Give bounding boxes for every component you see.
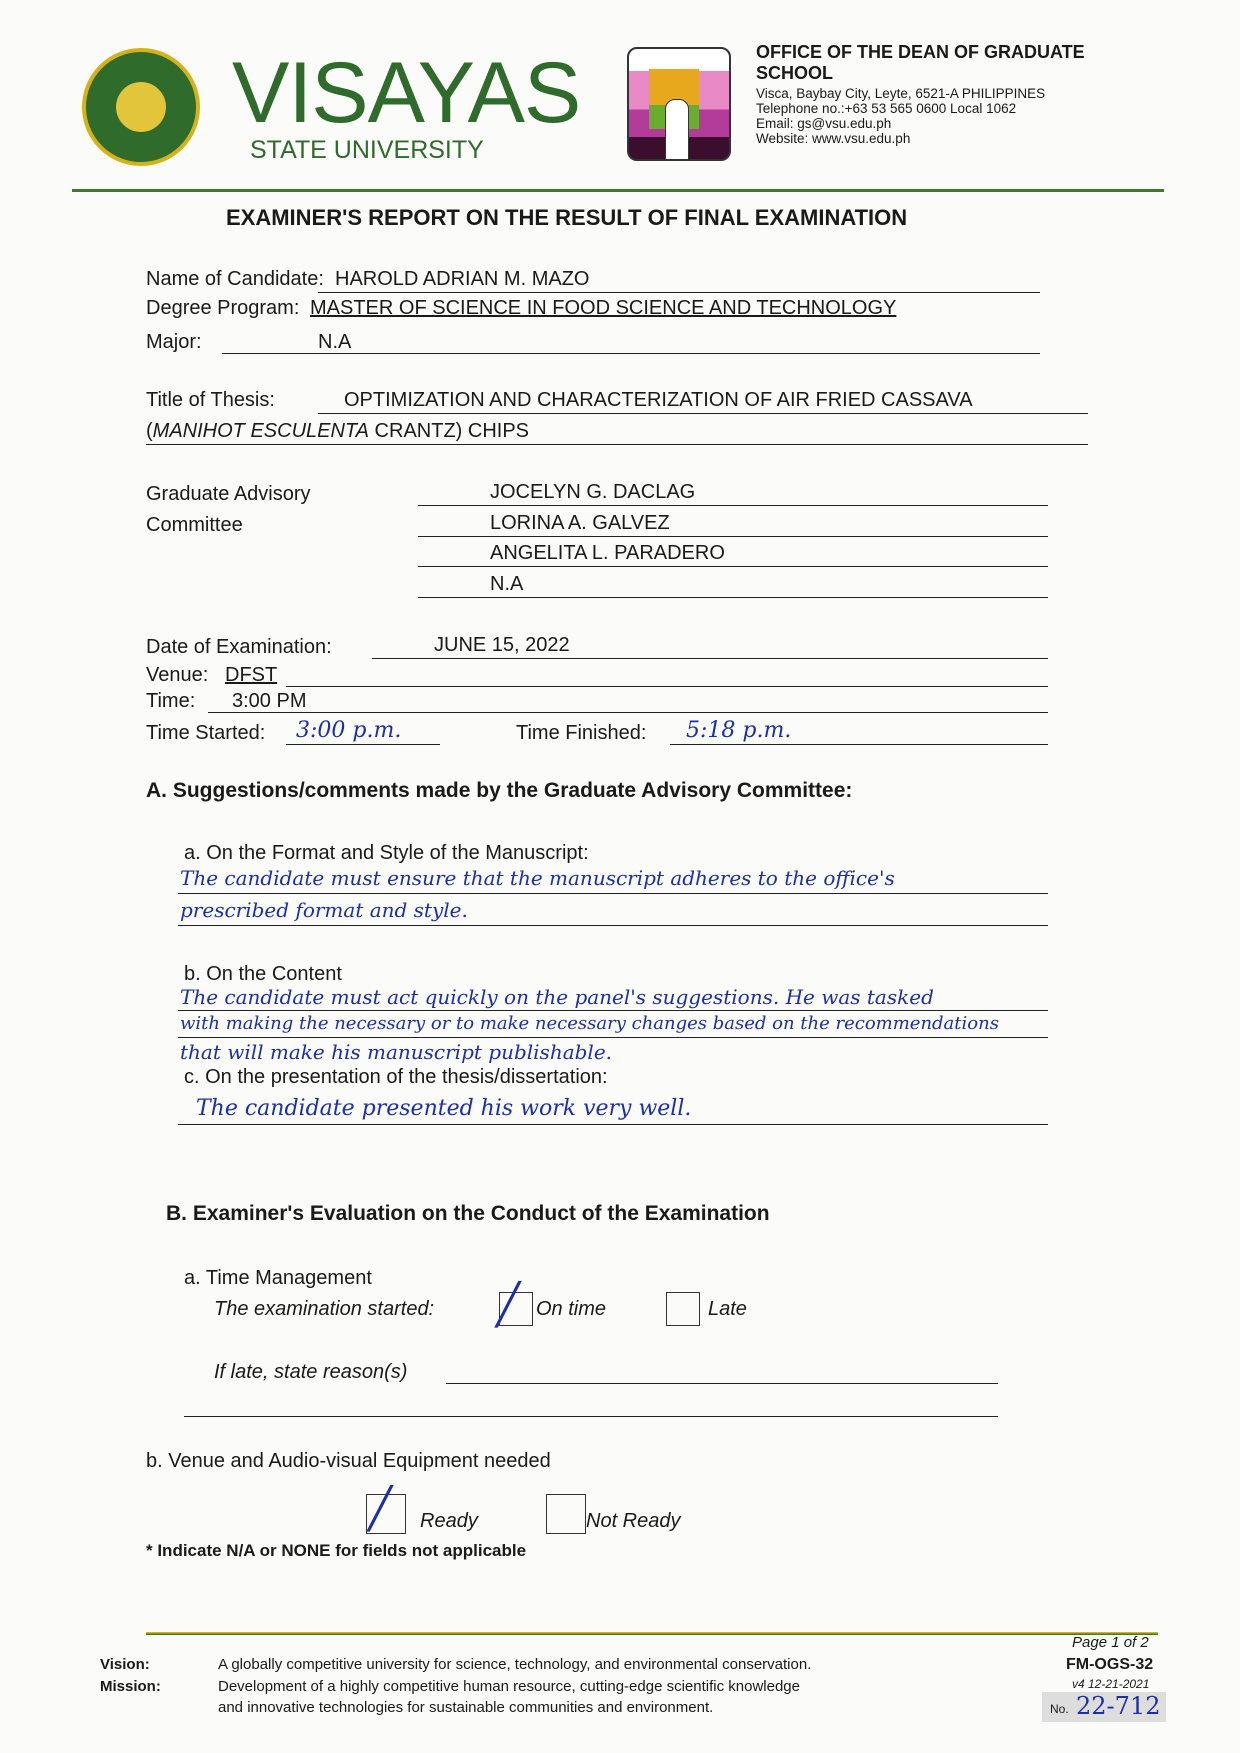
document-title: EXAMINER'S REPORT ON THE RESULT OF FINAL EXAMINATION	[226, 205, 908, 230]
time-started-value: 3:00 p.m.	[296, 718, 402, 743]
presentation-comment: The candidate presented his work very well.	[196, 1096, 692, 1121]
vision-text: A globally competitive university for science, technology, and environmental conservation.	[218, 1656, 812, 1673]
date-value: JUNE 15, 2022	[434, 634, 570, 656]
date-label: Date of Examination:	[146, 636, 332, 658]
office-title: OFFICE OF THE DEAN OF GRADUATE	[756, 42, 1085, 62]
thesis-label: Title of Thesis:	[146, 389, 275, 411]
committee-label-2: Committee	[146, 514, 243, 536]
late-label: Late	[708, 1298, 747, 1320]
control-number-box	[1042, 1692, 1166, 1722]
mission-label: Mission:	[100, 1678, 161, 1695]
thesis-rest: CRANTZ) CHIPS	[369, 420, 529, 442]
venue-equipment-label: b. Venue and Audio-visual Equipment needed	[146, 1450, 551, 1472]
graduate-school-logo	[627, 47, 731, 161]
on-time-label: On time	[536, 1298, 607, 1320]
venue-label: Venue:	[146, 664, 209, 686]
format-comment: prescribed format and style.	[180, 898, 468, 922]
committee-member: ANGELITA L. PARADERO	[490, 542, 725, 564]
website: Website: www.vsu.edu.ph	[756, 131, 911, 146]
logo-subtitle: STATE UNIVERSITY	[250, 136, 484, 164]
university-seal	[82, 48, 200, 166]
time-finished-label: Time Finished:	[516, 722, 647, 744]
committee-member: LORINA A. GALVEZ	[490, 512, 670, 534]
footnote: * Indicate N/A or NONE for fields not applicable	[146, 1541, 527, 1560]
content-label: b. On the Content	[184, 963, 342, 985]
committee-member: JOCELYN G. DACLAG	[490, 481, 696, 503]
footer-divider	[146, 1632, 1158, 1635]
ready-label: Ready	[420, 1510, 478, 1532]
office-header	[756, 42, 1085, 146]
logo-wordmark: VISAYAS	[232, 45, 581, 141]
format-comment: The candidate must ensure that the manuscript adheres to the office's	[180, 866, 895, 890]
started-question: The examination started:	[214, 1298, 435, 1320]
committee-label: Graduate Advisory	[146, 483, 311, 505]
header-divider	[72, 189, 1164, 192]
thesis-line-1: OPTIMIZATION AND CHARACTERIZATION OF AIR FRIED CASSAVA	[344, 389, 973, 411]
paren: (	[146, 420, 153, 442]
late-checkbox[interactable]	[666, 1292, 700, 1326]
time-management-label: a. Time Management	[184, 1267, 372, 1289]
phone: Telephone no.:+63 53 565 0600 Local 1062	[756, 101, 1017, 116]
address: Visca, Baybay City, Leyte, 6521-A PHILIPPINES	[756, 86, 1046, 101]
major-value: N.A	[318, 331, 352, 353]
time-label: Time:	[146, 690, 196, 712]
time-started-label: Time Started:	[146, 722, 266, 744]
content-comment: The candidate must act quickly on the panel's suggestions. He was tasked	[180, 985, 934, 1009]
candidate-value: HAROLD ADRIAN M. MAZO	[335, 268, 590, 290]
form-code: FM-OGS-32	[1066, 1656, 1154, 1673]
form-version: v4 12-21-2021	[1072, 1677, 1150, 1691]
format-label: a. On the Format and Style of the Manuscript:	[184, 842, 589, 864]
section-a-heading: A. Suggestions/comments made by the Graduate Advisory Committee:	[146, 779, 853, 802]
check-mark-icon: ╱	[496, 1283, 521, 1327]
page-number: Page 1 of 2	[1072, 1634, 1149, 1651]
check-mark-icon: ╱	[368, 1487, 393, 1531]
committee-member: N.A	[490, 573, 524, 595]
presentation-label: c. On the presentation of the thesis/dissertation:	[184, 1066, 608, 1088]
time-value: 3:00 PM	[232, 690, 307, 712]
mission-text-2: and innovative technologies for sustainable communities and environment.	[218, 1699, 714, 1716]
control-number: 22-712	[1076, 1692, 1161, 1720]
university-name-logo	[232, 45, 581, 165]
late-reason-label: If late, state reason(s)	[214, 1361, 408, 1383]
content-comment: that will make his manuscript publishable.	[180, 1040, 613, 1064]
content-comment: with making the necessary or to make necessary changes based on the recommendations	[180, 1013, 999, 1034]
email: Email: gs@vsu.edu.ph	[756, 116, 892, 131]
candidate-label: Name of Candidate:	[146, 268, 324, 290]
not-ready-checkbox[interactable]	[546, 1494, 586, 1534]
degree-value: MASTER OF SCIENCE IN FOOD SCIENCE AND TECHNOLOGY	[310, 297, 897, 319]
time-finished-value: 5:18 p.m.	[686, 718, 792, 743]
section-b-heading: B. Examiner's Evaluation on the Conduct of the Examination	[166, 1202, 770, 1225]
degree-label: Degree Program:	[146, 297, 300, 319]
not-ready-label: Not Ready	[586, 1510, 681, 1532]
thesis-species: MANIHOT ESCULENTA	[152, 420, 369, 442]
venue-value: DFST	[225, 664, 278, 686]
vision-label: Vision:	[100, 1656, 150, 1673]
office-title-2: SCHOOL	[756, 63, 834, 83]
thesis-line-2	[146, 420, 529, 443]
mission-text: Development of a highly competitive human resource, cutting-edge scientific knowledge	[218, 1678, 800, 1695]
major-label: Major:	[146, 331, 202, 353]
control-number-label: No.	[1050, 1702, 1069, 1716]
